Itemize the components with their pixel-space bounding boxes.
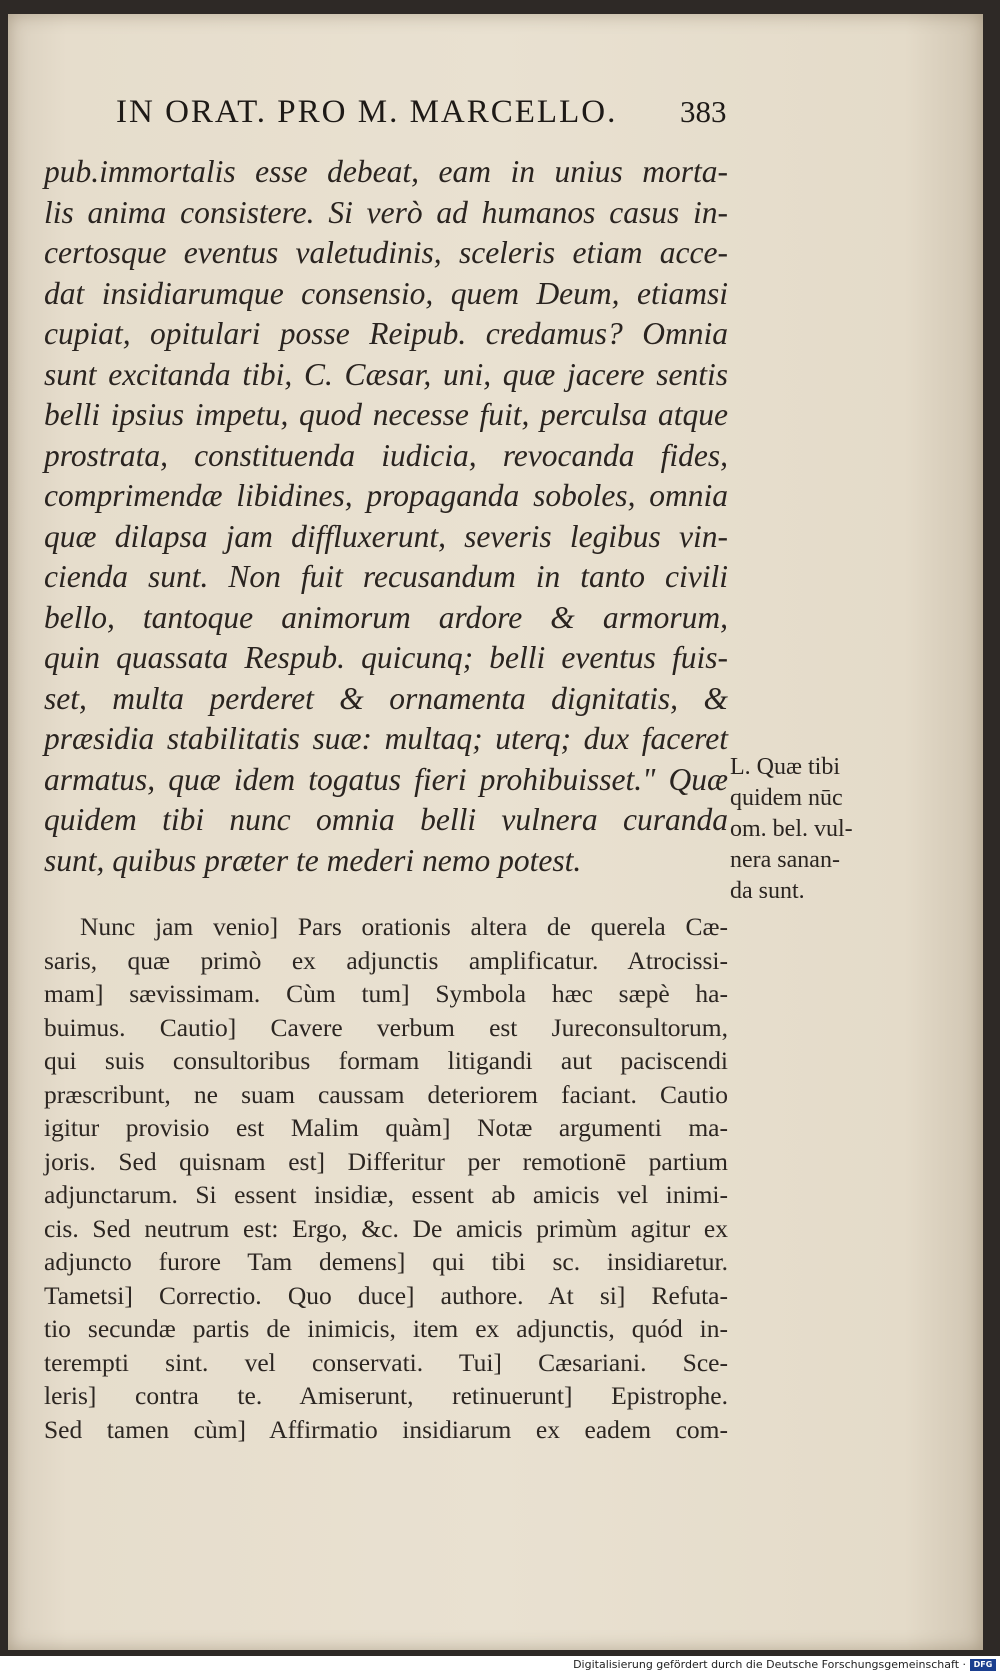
page-number: 383 [680, 94, 727, 129]
marginal-note [730, 752, 890, 907]
oration-line: belli ipsius impetu, quod necesse fuit, perculsa atque [44, 397, 728, 432]
funding-credit: Digitalisierung gefördert durch die Deutsche Forschungsgemeinschaft · [573, 1658, 966, 1671]
oration-line: set, multa perderet & ornamenta dignitatis, & [44, 680, 728, 716]
commentary-line: Sed tamen cùm] Affirmatio insidiarum ex eadem com- [44, 1414, 728, 1444]
oration-line: cupiat, opitulari posse Reipub. credamus? Omnia [44, 316, 728, 351]
oration-line: quæ dilapsa jam diffluxerunt, severis legibus vin- [44, 518, 728, 554]
oration-text-block [44, 152, 728, 881]
commentary-line: buimus. Cautio] Cavere verbum est Jureconsultorum, [44, 1012, 728, 1042]
marginal-note-line: nera sanan- [730, 847, 840, 873]
oration-line: cienda sunt. Non fuit recusandum in tanto civili [44, 559, 728, 594]
marginal-note-line: da sunt. [730, 878, 805, 904]
footer-bar [0, 1656, 1000, 1674]
commentary-line: præscribunt, ne suam caussam deteriorem faciant. Cautio [44, 1079, 728, 1109]
oration-line: quin quassata Respub. quicunq; belli eventus fuis- [44, 640, 728, 675]
oration-line: armatus, quæ idem togatus fieri prohibuisset." Quæ [44, 761, 728, 797]
oration-line: præsidia stabilitatis suæ: multaq; uterq; dux faceret [44, 721, 728, 756]
commentary-line: mam] sævissimam. Cùm tum] Symbola hæc sæpè ha- [44, 979, 728, 1008]
oration-line: pub.immortalis esse debeat, eam in unius morta- [44, 154, 728, 189]
marginal-note-line: quidem nūc [730, 785, 843, 811]
commentary-line: saris, quæ primò ex adjunctis amplificatur. Atrocissi- [44, 945, 728, 975]
oration-line: certosque eventus valetudinis, sceleris etiam acce- [44, 235, 728, 270]
marginal-note-line: om. bel. vul- [730, 816, 853, 842]
marginal-note-line: L. Quæ tibi [730, 754, 841, 780]
oration-line: lis anima consistere. Si verò ad humanos casus in- [44, 194, 728, 230]
commentary-line: Nunc jam venio] Pars orationis altera de querela Cæ- [80, 912, 728, 941]
running-head: IN ORAT. PRO M. MARCELLO. [116, 94, 618, 130]
commentary-line: adjunctarum. Si essent insidiæ, essent ab amicis vel inimi- [44, 1180, 728, 1209]
commentary-line: leris] contra te. Amiserunt, retinuerunt] Epistrophe. [44, 1381, 728, 1410]
dfg-logo-icon: DFG [970, 1659, 996, 1671]
commentary-line: adjuncto furore Tam demens] qui tibi sc. insidiaretur. [44, 1247, 728, 1276]
book-page [8, 14, 983, 1650]
oration-line: bello, tantoque animorum ardore & armorum, [44, 599, 728, 635]
oration-line: dat insidiarumque consensio, quem Deum, etiamsi [44, 275, 728, 311]
commentary-line: cis. Sed neutrum est: Ergo, &c. De amicis primùm agitur ex [44, 1213, 728, 1243]
oration-line: prostrata, constituenda iudicia, revocanda fides, [44, 437, 728, 473]
commentary-line: Tametsi] Correctio. Quo duce] authore. At si] Refuta- [44, 1280, 728, 1310]
commentary-line: terempti sint. vel conservati. Tui] Cæsariani. Sce- [44, 1347, 728, 1377]
oration-line: sunt excitanda tibi, C. Cæsar, uni, quæ jacere sentis [44, 356, 728, 392]
oration-line: quidem tibi nunc omnia belli vulnera curanda [44, 802, 728, 837]
oration-line: sunt, quibus præter te mederi nemo potest. [44, 842, 582, 878]
commentary-line: qui suis consultoribus formam litigandi aut paciscendi [44, 1046, 728, 1075]
commentary-line: tio secundæ partis de inimicis, item ex adjunctis, quód in- [44, 1314, 728, 1343]
oration-line: comprimendæ libidines, propaganda soboles, omnia [44, 478, 728, 513]
commentary-line: joris. Sed quisnam est] Differitur per remotionē partium [44, 1146, 728, 1176]
commentary-block [44, 910, 728, 1446]
commentary-line: igitur provisio est Malim quàm] Notæ argumenti ma- [44, 1113, 728, 1142]
